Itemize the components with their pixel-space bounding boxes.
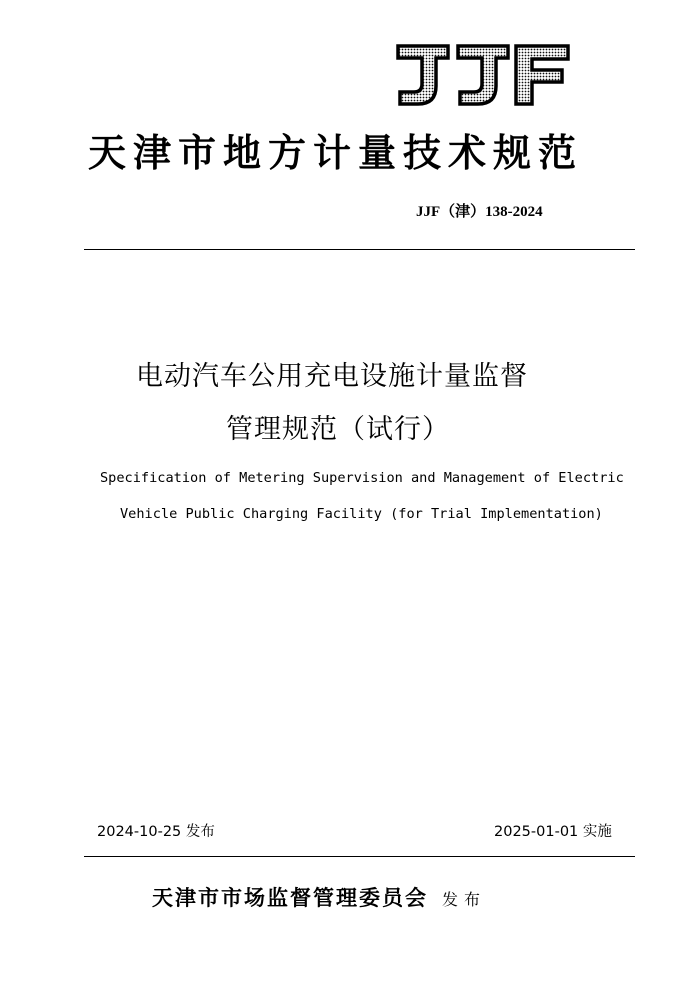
publisher-line (152, 882, 486, 912)
standard-code: JJF（津）138-2024 (416, 204, 543, 220)
implementation-date: 2025-01-01 实施 (494, 824, 612, 840)
chinese-title-line-1: 电动汽车公用充电设施计量监督 (136, 361, 528, 392)
issue-date: 2024-10-25 发布 (97, 824, 215, 840)
english-title-line-2: Vehicle Public Charging Facility (for Trial Implementation) (120, 506, 603, 522)
bottom-divider (84, 856, 635, 857)
chinese-title-line-2: 管理规范（试行） (226, 414, 450, 445)
english-title-line-1: Specification of Metering Supervision and Management of Electric (100, 470, 624, 486)
issuing-authority-title: 天津市地方计量技术规范 (88, 130, 584, 175)
publisher-organization: 天津市市场监督管理委员会 (152, 885, 428, 910)
top-divider (84, 249, 635, 250)
jjf-logo (392, 42, 572, 108)
publish-label: 发布 (442, 890, 487, 909)
